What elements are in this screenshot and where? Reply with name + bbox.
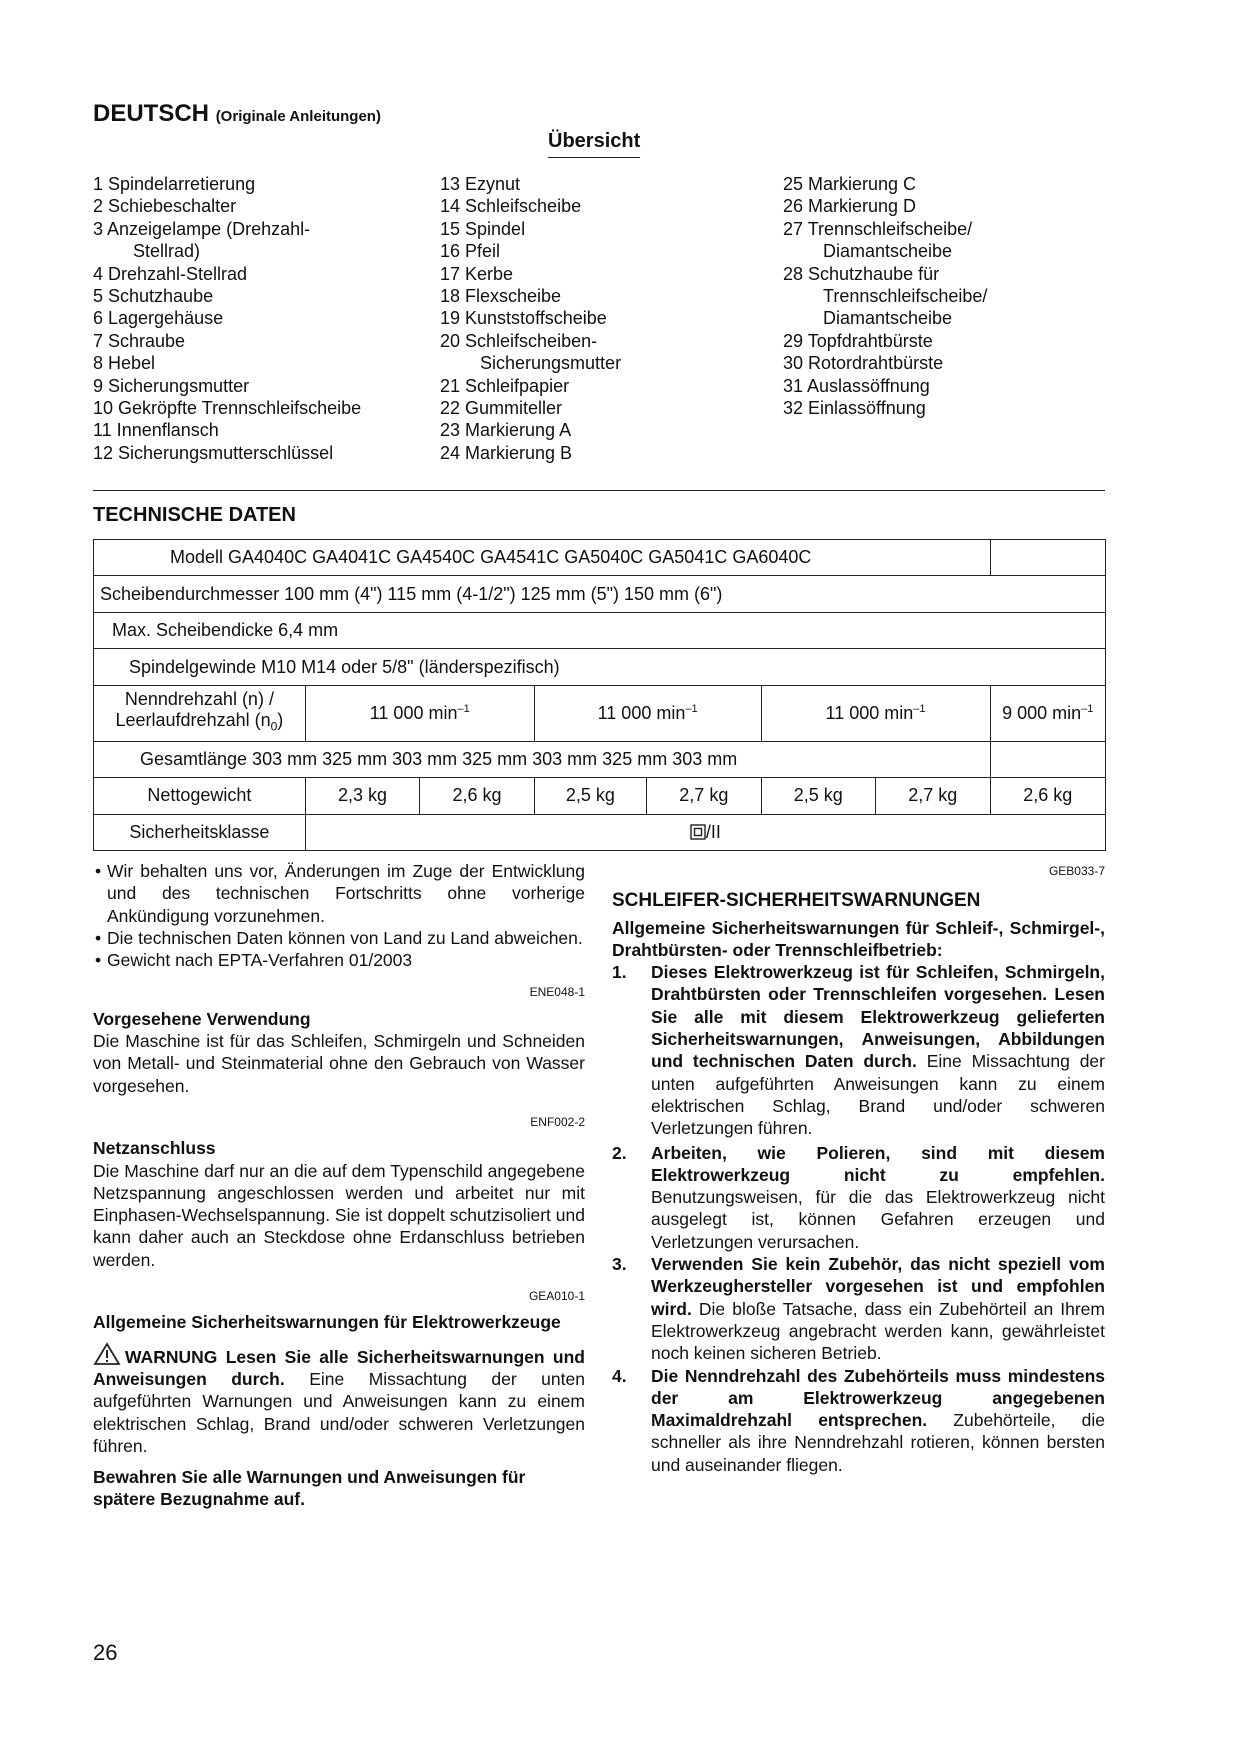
item-text: Benutzungsweisen, für die das Elektrowerkzeug nicht ausgelegt ist, können Gefahren erzeugen und Verletzungen verursachen. [651,1187,1105,1252]
keep-instructions: Bewahren Sie alle Warnungen und Anweisungen für spätere Bezugnahme auf. [93,1467,526,1510]
list-item: 32 Einlassöffnung [783,398,926,419]
list-item: 21 Schleifpapier [440,375,570,396]
list-item: 20 Schleifscheiben- [440,330,598,351]
speed-value [761,685,990,741]
list-item: 15 Spindel [440,218,526,239]
overview-col-2 [440,173,621,464]
speed-unit-sup: –1 [913,702,926,715]
list-item: 28 Schutzhaube für [783,263,940,284]
list-item [612,1253,1105,1364]
paragraph: Die Maschine darf nur an die auf dem Typenschild angegebene Netzspannung angeschlossen werden und arbeitet nur mit Einphasen-Wechselspannung. Sie ist doppelt schutzisoliert und kann daher auch an Steckdose ohne Erdanschluss betrieben werden. [93,1160,585,1270]
item-text: Zubehörteile, die schneller als ihre Nenndrehzahl rotieren, können bersten und auseinander fliegen. [651,1410,1105,1475]
list-item: 4 Drehzahl-Stellrad [93,263,248,284]
weight-value: 2,6 kg [990,778,1105,814]
bullet-text: Wir behalten uns vor, Änderungen im Zuge der Entwicklung und des technischen Fortschritts ohne vorherige Ankündigung vorzunehmen. [107,861,585,926]
speed-unit-sup: –1 [685,702,698,715]
speed-label-line2: Leerlaufdrehzahl (n [115,709,271,730]
language-title: DEUTSCH [93,100,210,127]
list-item: 2 Schiebeschalter [93,196,237,217]
list-item [612,1365,1105,1476]
list-item [612,1142,1105,1253]
section-title: Netzanschluss [93,1138,216,1159]
doc-code: GEB033-7 [1048,864,1105,878]
list-item: 30 Rotordrahtbürste [783,353,944,374]
list-item: 27 Trennschleifscheibe/ [783,218,973,239]
paragraph: Die Maschine ist für das Schleifen, Schmirgeln und Schneiden von Metall- und Steinmaterial ohne den Gebrauch von Wasser vorgesehen. [93,1031,585,1096]
item-text: Eine Missachtung der unten aufgeführten Anweisungen kann zu einem elektrischen Schlag, Brand und/oder schweren Verletzungen führen. [651,1051,1105,1139]
speed-label-line1: Nenndrehzahl (n) / [124,688,274,709]
bullet-icon: • [95,861,102,881]
item-number: 2. [612,1142,627,1163]
speed-label [94,685,306,741]
list-item: 17 Kerbe [440,263,514,284]
item-bold: Die Nenndrehzahl des Zubehörteils muss mindestens der am Elektrowerkzeug angegebenen Maximaldrehzahl entsprechen. [651,1365,1105,1431]
diameter-row: Scheibendurchmesser 100 mm (4") 115 mm (4-1/2") 125 mm (5") 150 mm (6") [94,576,1106,612]
list-item: Sicherungsmutter [480,353,622,374]
speed-unit-sup: –1 [1081,702,1094,715]
bullet-icon: • [95,950,102,971]
table-cell [990,741,1105,777]
weight-value: 2,5 kg [761,778,875,814]
speed-value [990,685,1105,741]
table-row [94,576,1106,612]
list-item: 5 Schutzhaube [93,286,214,307]
list-item: 8 Hebel [93,353,156,374]
item-bold: Dieses Elektrowerkzeug ist für Schleifen, Schmirgeln, Drahtbürsten oder Trennschleifen vorgesehen. Lesen Sie alle mit diesem Elektrowerkzeug gelieferten Sicherheitswarnungen, Anweisungen, Abbildungen und technischen Daten durch. [651,962,1105,1072]
class-value-text: /II [705,821,721,842]
item-number: 1. [612,962,627,983]
speed-unit-sup: –1 [457,702,470,715]
list-item [612,961,1105,1139]
class-value [305,814,1105,850]
section-title: Vorgesehene Verwendung [93,1008,311,1029]
speed-value [534,685,761,741]
section-subtitle: Allgemeine Sicherheitswarnungen für Schleif-, Schmirgel-, Drahtbürsten- oder Trennschleifbetrieb: [612,917,1105,960]
list-item: 11 Innenflansch [93,420,219,441]
list-item: 16 Pfeil [440,241,501,262]
bullet-text: Die technischen Daten können von Land zu Land abweichen. [107,927,583,948]
weight-value: 2,7 kg [875,778,990,814]
weight-value: 2,6 kg [420,778,534,814]
length-row: Gesamtlänge 303 mm 325 mm 303 mm 325 mm 303 mm 325 mm 303 mm [94,741,991,777]
warning-bold: WARNUNG Lesen Sie alle Sicherheitswarnungen und Anweisungen durch. [93,1346,585,1389]
speed-value-text: 11 000 min [369,702,458,723]
warning-paragraph [93,1342,585,1457]
bullet-icon: • [95,927,102,948]
item-bold: Arbeiten, wie Polieren, sind mit diesem Elektrowerkzeug nicht zu empfehlen. [651,1142,1105,1185]
table-row [94,685,1106,741]
item-text: Die bloße Tatsache, dass ein Zubehörteil an Ihrem Elektrowerkzeug angebracht werden kann, gewährleistet noch keinen sicheren Betrieb. [651,1298,1105,1364]
weight-value: 2,3 kg [305,778,419,814]
list-item: 12 Sicherungsmutterschlüssel [93,442,334,463]
item-bold: Verwenden Sie kein Zubehör, das nicht speziell vom Werkzeughersteller vorgesehen ist und empfohlen wird. [651,1254,1105,1319]
doc-code: GEA010-1 [528,1289,585,1304]
table-row [94,540,1106,576]
warning-text: Eine Missachtung der unten aufgeführten Warnungen und Anweisungen kann zu einem elektrischen Schlag, Brand und/oder schweren Verletzungen führen. [93,1368,585,1456]
bullet-text: Gewicht nach EPTA-Verfahren 01/2003 [107,950,413,971]
list-item: Trennschleifscheibe/ [823,286,988,307]
speed-value-text: 9 000 min [1002,702,1082,723]
model-row: Modell GA4040C GA4041C GA4540C GA4541C GA5040C GA5041C GA6040C [94,540,991,576]
doc-code: ENE048-1 [529,985,585,1000]
list-item: 10 Gekröpfte Trennschleifscheibe [93,398,362,419]
speed-label-close: ) [277,709,284,730]
list-item: 22 Gummiteller [440,398,563,419]
weight-value: 2,5 kg [534,778,646,814]
speed-label-sub: 0 [270,719,278,734]
table-row [94,649,1106,685]
list-item: 29 Topfdrahtbürste [783,330,933,351]
list-item: Diamantscheibe [823,241,953,262]
list-item [93,860,585,927]
thickness-row: Max. Scheibendicke 6,4 mm [94,612,1106,648]
overview-col-1 [93,173,361,464]
overview-title: Übersicht [548,130,640,158]
speed-value-text: 11 000 min [597,702,686,723]
thread-row: Spindelgewinde M10 M14 oder 5/8" (länderspezifisch) [94,649,1106,685]
section-title: Allgemeine Sicherheitswarnungen für Elektrowerkzeuge [93,1312,561,1333]
list-item: 19 Kunststoffscheibe [440,308,607,329]
list-item: 26 Markierung D [783,196,917,217]
table-row [94,612,1106,648]
warning-triangle-icon [93,1342,121,1366]
section-divider [93,490,1105,491]
list-item: 7 Schraube [93,330,186,351]
list-item: 23 Markierung A [440,420,572,441]
table-row [94,741,1106,777]
list-item [93,927,585,949]
right-column [612,860,1105,1476]
table-cell [990,540,1105,576]
speed-value-text: 11 000 min [825,702,914,723]
list-item: 18 Flexscheibe [440,286,562,307]
section-title: SCHLEIFER-SICHERHEITSWARNUNGEN [612,890,981,912]
list-item: 3 Anzeigelampe (Drehzahl- [93,218,311,239]
spec-table [93,539,1106,851]
weight-value: 2,7 kg [647,778,761,814]
class-label: Sicherheitsklasse [94,814,306,850]
list-item: 13 Ezynut [440,174,521,194]
table-row [94,814,1106,850]
item-number: 4. [612,1365,627,1386]
weight-label: Nettogewicht [94,778,306,814]
list-item: 31 Auslassöffnung [783,375,930,396]
page-number: 26 [93,1640,118,1665]
list-item [93,949,585,971]
list-item: Stellrad) [133,241,201,262]
tech-data-title: TECHNISCHE DATEN [93,504,296,526]
list-item: 14 Schleifscheibe [440,196,582,217]
double-insulation-icon [690,824,706,840]
list-item: 6 Lagergehäuse [93,308,224,329]
list-item: 24 Markierung B [440,442,573,463]
list-item: Diamantscheibe [823,308,953,329]
table-row [94,778,1106,814]
item-number: 3. [612,1254,627,1275]
speed-value [305,685,534,741]
language-subtitle: (Originale Anleitungen) [215,108,381,125]
list-item: 1 Spindelarretierung [93,174,256,194]
left-column [93,860,585,1511]
list-item: 9 Sicherungsmutter [93,375,250,396]
overview-col-3 [783,173,987,419]
doc-code: ENF002-2 [530,1114,585,1129]
list-item: 25 Markierung C [783,174,917,194]
page-heading [93,100,381,128]
